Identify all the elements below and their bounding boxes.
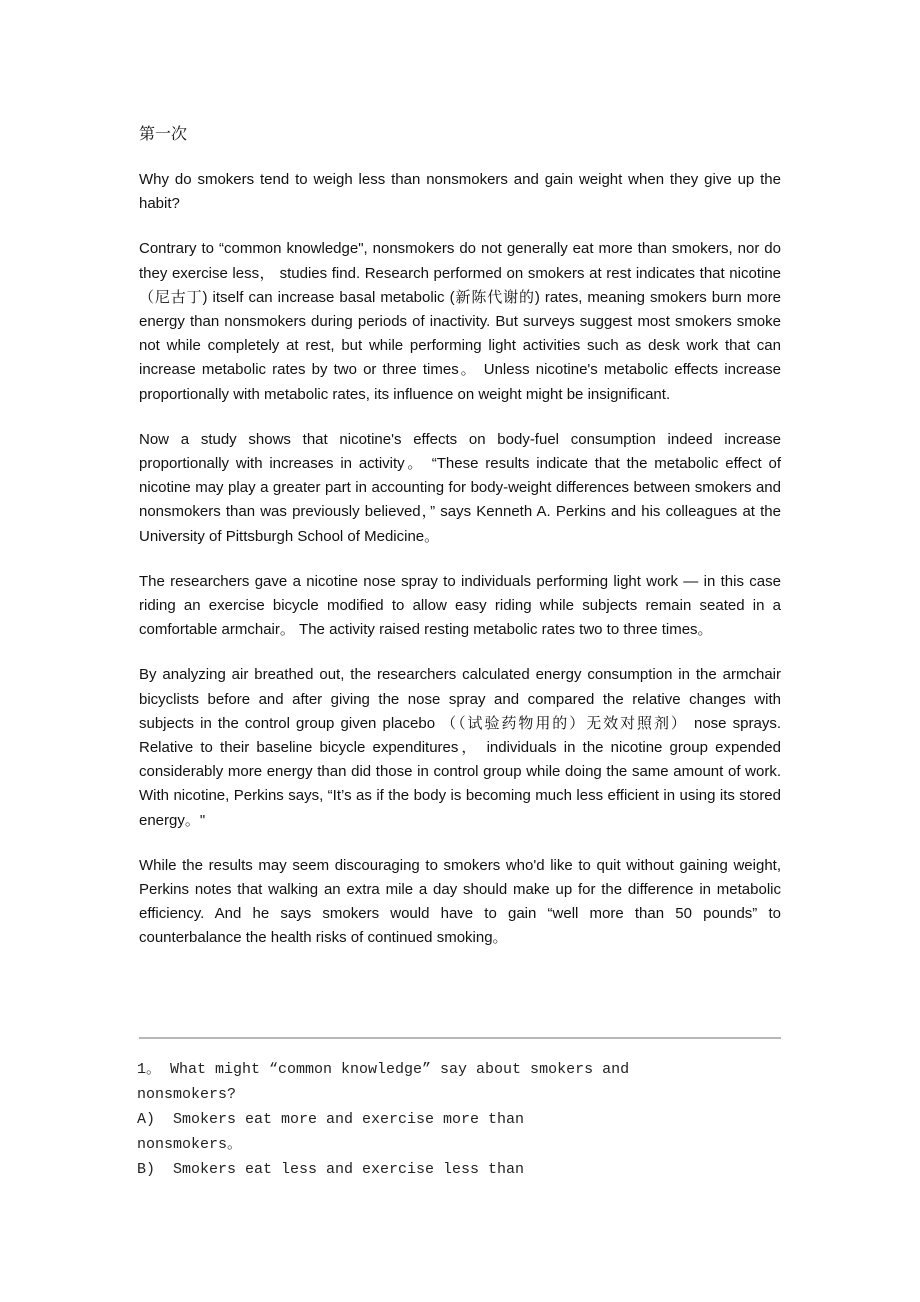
question-stem-continued: nonsmokers? [137,1086,237,1103]
paragraph-energy-analysis: By analyzing air breathed out, the researchers calculated energy consumption in the armchair bicyclists before and after giving the nose spray and compared the relative changes with subjects in the control group given placebo （（试验药物用的）无效对照剂） nose sprays. Relative to their baseline bicycle expenditures， individuals in the nicotine group expended considerably more energy than did those in control group while doing the same amount of work. With nicotine, Perkins says, “It’s as if the body is becoming much less efficient in using its stored energy。" [139,666,781,829]
paragraph-study-results: Now a study shows that nicotine's effects on body-fuel consumption indeed increase proportionally with increases in activity。 “These results indicate that the metabolic effect of nicotine may play a greater part in accounting for body-weight differences between smokers and nonsmokers than was previously believed，” says Kenneth A. Perkins and his colleagues at the University of Pittsburgh School of Medicine。 [139,430,781,545]
question-block [137,1057,697,1182]
section-divider [139,1037,781,1039]
document-body [139,122,781,972]
question-stem: 1。 What might “common knowledge” say about smokers and [137,1061,630,1078]
paragraph-nose-spray: The researchers gave a nicotine nose spray to individuals performing light work — in this case riding an exercise bicycle modified to allow easy riding while subjects remain seated in a comfortable armchair。 The activity raised resting metabolic rates two to three times。 [139,572,781,639]
paragraph-question-intro: Why do smokers tend to weigh less than nonsmokers and gain weight when they give up the habit? [139,171,781,213]
option-a-continued: nonsmokers。 [137,1136,243,1153]
paragraph-conclusion: While the results may seem discouraging to smokers who'd like to quit without gaining weight, Perkins notes that walking an extra mile a day should make up for the difference in metabolic efficiency. And he says smokers would have to gain “well more than 50 pounds” to counterbalance the health risks of continued smoking。 [139,856,781,947]
page-heading: 第一次 [139,124,188,143]
option-a: A) Smokers eat more and exercise more than [137,1111,525,1128]
paragraph-common-knowledge: Contrary to “common knowledge", nonsmokers do not generally eat more than smokers, nor do they exercise less， studies find. Research performed on smokers at rest indicates that nicotine （尼古丁) itself can increase basal metabolic (新陈代谢的) rates, meaning smokers burn more energy than nonsmokers during periods of inactivity. But surveys suggest most smokers smoke not while completely at rest, but while performing light activities such as desk work that can increase metabolic rates by two or three times。 Unless nicotine's metabolic effects increase proportionally with metabolic rates, its influence on weight might be insignificant. [139,240,781,403]
option-b: B) Smokers eat less and exercise less than [137,1161,525,1178]
